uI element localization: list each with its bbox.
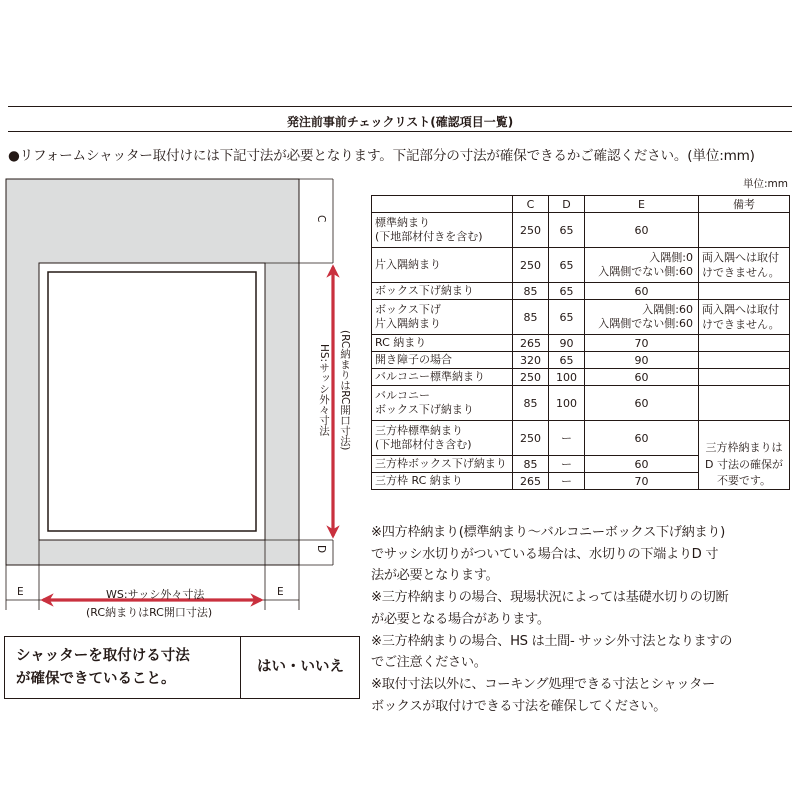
sash-inner [48,272,256,531]
table-row: 三方枠標準納まり (下地部材付き含む) 250 ー 60 三方枠納まりは [372,421,790,456]
table-row: 三方枠ボックス下げ納まり 85 ー 60 D 寸法の確保が [372,456,790,473]
label-e-right: E [277,586,284,598]
intro-text: ●リフォームシャッター取付けには下記寸法が必要となります。下記部分の寸法が確保できるかご確認ください。(単位:mm) [8,148,755,164]
header-d: D [549,196,585,213]
label-e-left: E [17,586,24,598]
ws-label-sub: (RC納まりはRC開口寸法) [86,606,213,619]
table-row: 開き障子の場合 320 65 90 [372,352,790,369]
table-row: RC 納まり 265 90 70 [372,335,790,352]
notes [371,522,793,717]
note-item: ※三方枠納まりの場合、現場状況によっては基礎水切りの切断 が必要となる場合があります。 [371,590,729,627]
note-item: ※三方枠納まりの場合、HS は土間- サッシ外寸法となりますの でご注意ください。 [371,633,733,671]
table-header-row [372,196,790,213]
header-e: E [585,196,699,213]
top-rule [8,106,792,107]
hs-label: HS:サッシ外々寸法 [318,344,330,436]
unit-label: 単位:mm [743,178,788,190]
title-rule [8,131,792,132]
dimension-diagram [0,170,365,630]
confirmation-answer[interactable]: はい・いいえ [257,659,344,675]
label-d: D [315,545,327,554]
sanpo-remark-3: 不要です。 [699,473,790,490]
hs-label-sub: (RC納まりはRC開口寸法) [339,330,351,451]
table-row: ボックス下げ納まり 85 65 60 [372,283,790,300]
sanpo-remark-1: 三方枠納まりは [705,441,783,454]
page-title: 発注前事前チェックリスト(確認項目一覧) [286,115,514,129]
label-c: C [315,215,327,223]
table-row: ボックス下げ 片入隅納まり 85 65 入隅側:60 入隅側でない側:60 両入隅へは取付 けできません。 [372,300,790,335]
note-item: ※取付寸法以外に、コーキング処理できる寸法とシャッター ボックスが取付けできる寸法を確保してください。 [371,676,715,714]
table-row: 三方枠 RC 納まり 265 ー 70 不要です。 [372,473,790,490]
spec-table [371,195,790,490]
header-c: C [513,196,549,213]
sanpo-remark-2: D 寸法の確保が [699,456,790,473]
note-item: ※四方枠納まり(標準納まり〜バルコニーボックス下げ納まり) でサッシ水切りがついている場合は、水切りの下端よりD 寸 法が必要となります。 [371,525,725,584]
table-row: バルコニー ボックス下げ納まり 85 100 60 [372,386,790,421]
ws-label: WS:サッシ外々寸法 [106,588,205,601]
table-row: 片入隅納まり 250 65 入隅側:0 入隅側でない側:60 両入隅へは取付 けできません。 [372,248,790,283]
confirmation-question: シャッターを取付ける寸法 が確保できていること。 [5,637,241,698]
confirmation-box [4,636,360,699]
table-row: バルコニー標準納まり 250 100 60 [372,369,790,386]
table-row: 標準納まり (下地部材付きを含む) 250 65 60 [372,213,790,248]
header-remark: 備考 [699,196,790,213]
